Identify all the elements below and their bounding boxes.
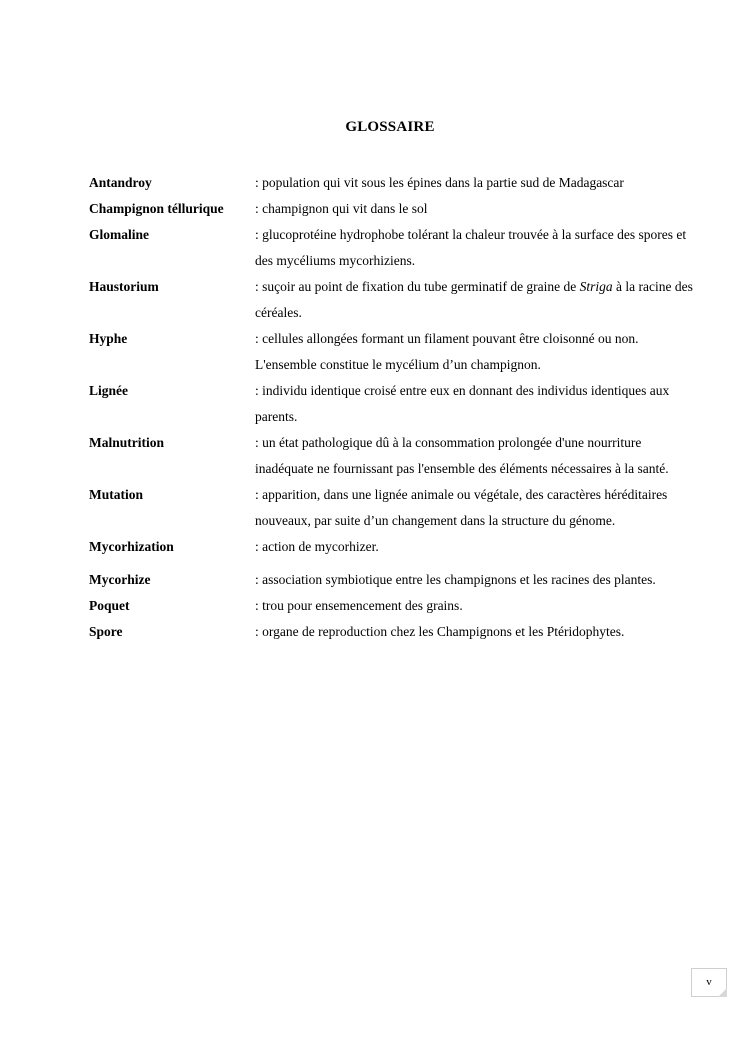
glossary-term: Poquet	[89, 598, 130, 613]
glossary-term: Champignon téllurique	[89, 201, 224, 216]
glossary-term: Hyphe	[89, 331, 128, 346]
glossary-entry	[89, 430, 699, 482]
definition-text: : suçoir au point de fixation du tube germinatif de graine de	[255, 279, 580, 294]
glossary-entry	[89, 326, 699, 378]
page-title: GLOSSAIRE	[345, 119, 435, 135]
glossary-term: Lignée	[89, 383, 128, 398]
glossary-term: Malnutrition	[89, 435, 165, 450]
glossary-entry	[89, 222, 699, 274]
glossary-definition: : champignon qui vit dans le sol	[255, 201, 428, 216]
glossary-term: Mycorhization	[89, 539, 174, 554]
page-number-box	[691, 968, 727, 997]
glossary-entry	[89, 170, 699, 196]
glossary-entry	[89, 567, 699, 593]
glossary-entry	[89, 593, 699, 619]
page-number: v	[706, 976, 712, 988]
glossary-entry	[89, 534, 699, 560]
glossary-list	[89, 170, 699, 645]
glossary-term: Spore	[89, 624, 123, 639]
glossary-entry	[89, 482, 699, 534]
glossary-term: Haustorium	[89, 279, 159, 294]
glossary-definition: : individu identique croisé entre eux en donnant des individus identiques aux parents.	[255, 383, 670, 424]
definition-text: à la racine des céréales.	[255, 279, 693, 320]
glossary-definition: : trou pour ensemencement des grains.	[255, 598, 463, 613]
definition-italic-text: Striga	[579, 279, 613, 294]
glossary-entry	[89, 196, 699, 222]
glossary-definition: : un état pathologique dû à la consommation prolongée d'une nourriture inadéquate ne fournissant pas l'ensemble des éléments nécessaires à la santé.	[255, 435, 669, 476]
glossary-definition: : action de mycorhizer.	[255, 539, 379, 554]
glossary-definition	[255, 274, 699, 326]
page-fold-icon	[718, 988, 727, 997]
glossary-definition: : cellules allongées formant un filament pouvant être cloisonné ou non. L'ensemble constitue le mycélium d’un champignon.	[255, 331, 639, 372]
glossary-definition: : glucoprotéine hydrophobe tolérant la chaleur trouvée à la surface des spores et des mycéliums mycorhiziens.	[255, 227, 687, 268]
glossary-term: Mutation	[89, 487, 143, 502]
glossary-definition: : apparition, dans une lignée animale ou végétale, des caractères héréditaires nouveaux, par suite d’un changement dans la structure du génome.	[255, 487, 668, 528]
glossary-definition: : population qui vit sous les épines dans la partie sud de Madagascar	[255, 175, 624, 190]
glossary-term: Glomaline	[89, 227, 149, 242]
glossary-definition: : organe de reproduction chez les Champignons et les Ptéridophytes.	[255, 624, 625, 639]
glossary-term: Antandroy	[89, 175, 152, 190]
glossary-entry	[89, 378, 699, 430]
glossary-definition: : association symbiotique entre les champignons et les racines des plantes.	[255, 572, 656, 587]
glossary-term: Mycorhize	[89, 572, 151, 587]
glossary-entry	[89, 619, 699, 645]
glossary-entry	[89, 274, 699, 326]
